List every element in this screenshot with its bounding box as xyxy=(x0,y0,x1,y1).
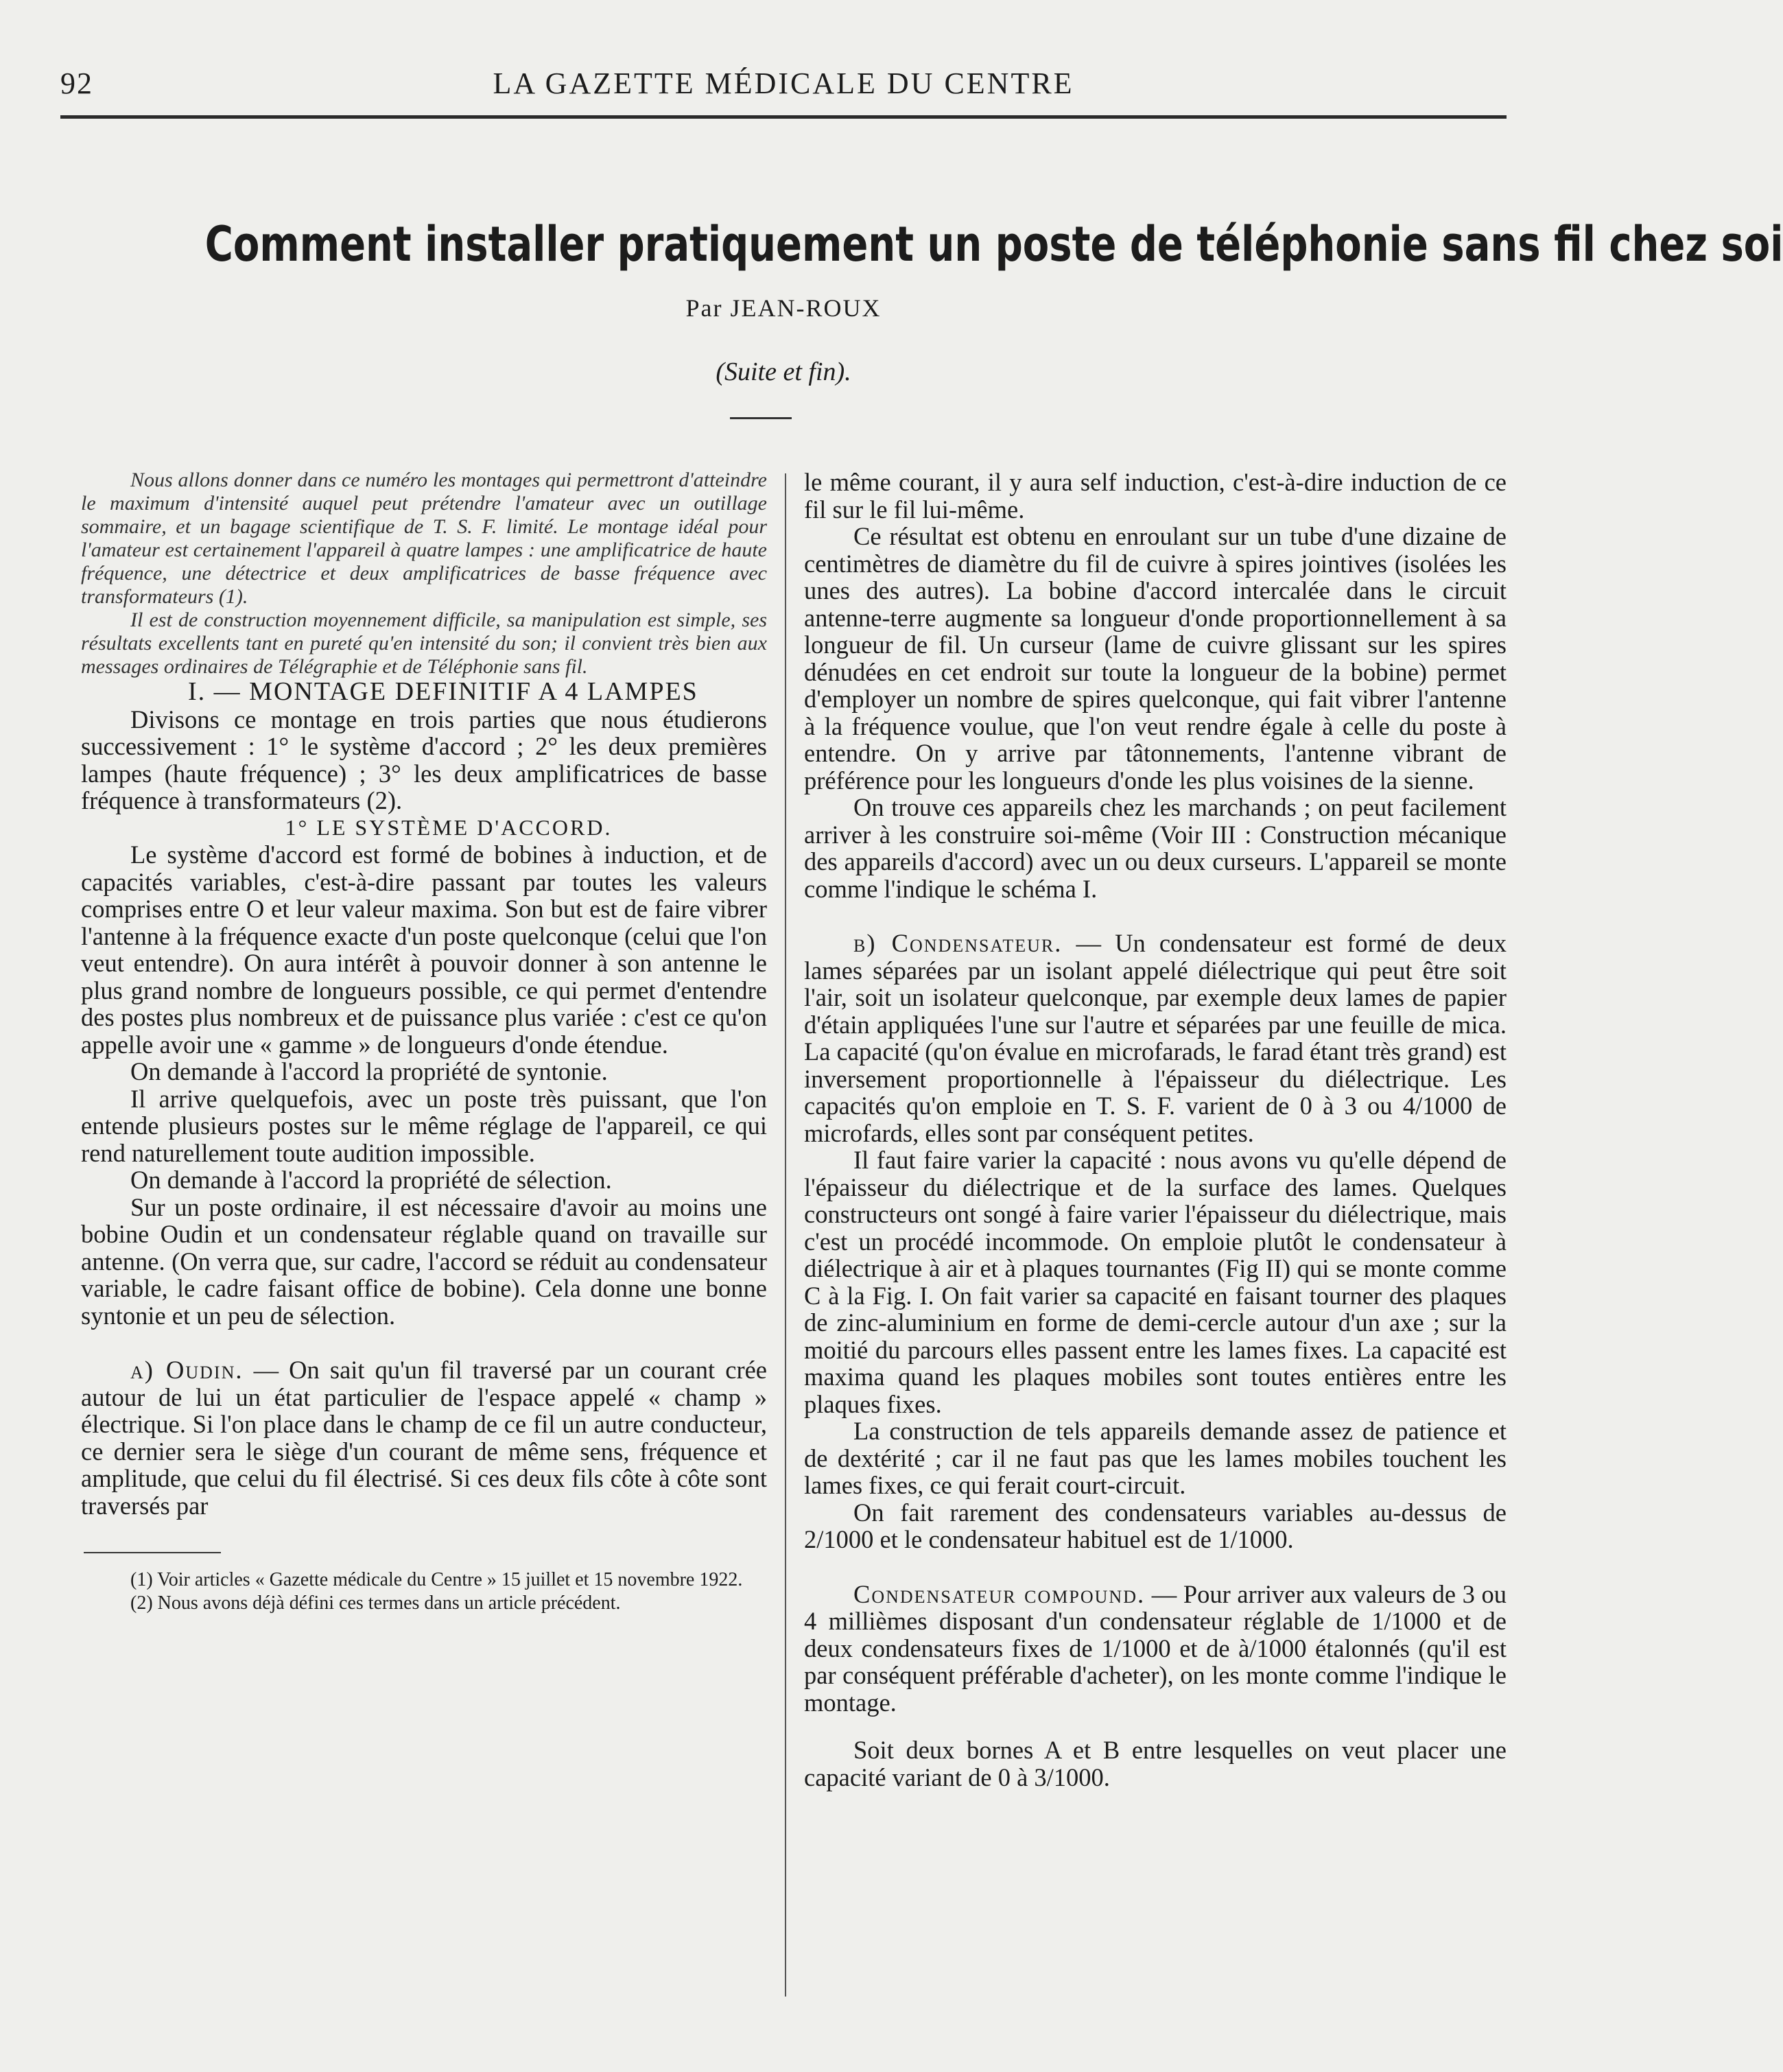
continuation-note: (Suite et fin). xyxy=(716,357,851,386)
body-paragraph: Il faut faire varier la capacité : nous avons vu qu'elle dépend de l'épaisseur du diélectrique et de la surface des lames. Quelques constructeurs ont songé à faire varier l'épaisseur du diélectrique, mais c'est un procédé incommode. On emploie plutôt le condensateur à diélectrique à air et à plaques tournantes (Fig II) qui se monte comme C à la Fig. I. On fait varier sa capacité en faisant tourner des plaques de zinc-aluminium en forme de demi-cercle autour d'un axe ; sur la moitié du parcours elles passent entre les lames fixes. La capacité est maxima quand les plaques mobiles sont toutes entières entre les plaques fixes. xyxy=(804,1146,1507,1418)
right-column xyxy=(804,469,1507,1791)
oudin-paragraph xyxy=(81,1356,767,1519)
journal-title: LA GAZETTE MÉDICALE DU CENTRE xyxy=(493,67,1074,100)
footnote: (2) Nous avons déjà défini ces termes dans un article précédent. xyxy=(130,1592,621,1614)
intro-paragraph: Nous allons donner dans ce numéro les montages qui permettront d'atteindre le maximum d'intensité auquel peut prétendre l'amateur avec un outillage sommaire, et un bagage scientifique de T. S. F. limité. Le montage idéal pour l'amateur est certainement l'appareil à quatre lampes : une amplificatrice de haute fréquence, une détectrice et deux amplificatrices de basse fréquence avec transformateurs (1). xyxy=(81,469,767,608)
header-rule xyxy=(60,115,1507,119)
running-head xyxy=(60,60,1507,102)
oudin-text: — On sait qu'un fil traversé par un courant crée autour de lui un état particulier de l'espace appelé « champ » électrique. Si l'on place dans le champ de ce fil un autre conducteur, ce dernier sera le siège d'un courant de même sens, fréquence et amplitude, que celui du fil électrisé. Si ces deux fils côte à côte sont traversés par xyxy=(81,1356,768,1520)
condensateur-label: b) Condensateur. xyxy=(853,929,1063,957)
subsection-heading: 1° LE SYSTÈME D'ACCORD. xyxy=(285,814,613,840)
footnotes xyxy=(81,1552,767,1615)
body-paragraph: On trouve ces appareils chez les marchands ; on peut facilement arriver à les construire soi-même (Voir III : Construction mécanique des appareils d'accord) avec un ou deux curseurs. L'appareil se monte comme l'indique le schéma I. xyxy=(804,793,1507,903)
intro-paragraph: Il est de construction moyennement difficile, sa manipulation est simple, ses résultats excellents tant en pureté qu'en intensité du son; il convient très bien aux messages ordinaires de Télégraphie et de Téléphonie sans fil. xyxy=(81,609,767,678)
column-divider xyxy=(785,473,786,1997)
body-paragraph: La construction de tels appareils demande assez de patience et de dextérité ; car il ne faut pas que les lames mobiles touchent les lames fixes, ce qui ferait court-circuit. xyxy=(804,1417,1507,1499)
compound-paragraph xyxy=(804,1581,1507,1717)
oudin-label: a) Oudin. xyxy=(130,1356,244,1384)
body-paragraph: Le système d'accord est formé de bobines à induction, et de capacités variables, c'est-à-dire passant par toutes les valeurs comprises entre O et leur valeur maxima. Son but est de faire vibrer l'antenne à la fréquence exacte d'un poste quelconque (celui que l'on veut entendre). On aura intérêt à pouvoir donner à son antenne le plus grand nombre de longueurs possible, ce qui permet d'entendre des postes plus nombreux et de puissance plus variée : c'est ce qu'on appelle avoir une « gamme » de longueurs d'onde étendue. xyxy=(81,840,767,1059)
article-byline: Par JEAN-ROUX xyxy=(685,294,882,322)
body-paragraph: le même courant, il y aura self induction, c'est-à-dire induction de ce fil sur le fil lui-même. xyxy=(804,468,1507,523)
article-title: Comment installer pratiquement un poste de téléphonie sans fil chez soi xyxy=(204,216,1783,272)
condensateur-text: — Un condensateur est formé de deux lames séparées par un isolant appelé diélectrique qui peut être soit l'air, soit un isolateur quelconque, par exemple deux lames de papier d'étain appliquées l'une sur l'autre et séparées par une feuille de mica. La capacité (qu'on évalue en microfarads, le farad étant très grand) est inversement proportionnelle à l'épaisseur du diélectrique. Les capacités qu'on emploie en T. S. F. varient de 0 à 3 ou 4/1000 de microfards, elles sont par conséquent petites. xyxy=(804,929,1507,1147)
section-heading: I. — MONTAGE DEFINITIF A 4 LAMPES xyxy=(188,677,698,706)
compound-text: — Pour arriver aux valeurs de 3 ou 4 millièmes disposant d'un condensateur réglable de 1/1000 et de deux condensateurs fixes de 1/1000 et de à/1000 étalonnés (qu'il est par conséquent préférable d'acheter), on les monte comme l'indique le montage. xyxy=(804,1579,1507,1717)
closing-paragraph: Soit deux bornes A et B entre lesquelles on veut placer une capacité variant de 0 à 3/1000. xyxy=(804,1736,1507,1791)
body-paragraph: On fait rarement des condensateurs variables au-dessus de 2/1000 et le condensateur habituel est de 1/1000. xyxy=(804,1498,1507,1553)
body-paragraph: On demande à l'accord la propriété de syntonie. xyxy=(130,1057,608,1085)
footnote-rule xyxy=(84,1552,221,1553)
footnote: (1) Voir articles « Gazette médicale du Centre » 15 juillet et 15 novembre 1922. xyxy=(130,1569,743,1590)
body-paragraph: On demande à l'accord la propriété de sélection. xyxy=(130,1166,612,1194)
left-column xyxy=(81,469,767,1615)
page-number: 92 xyxy=(60,67,93,100)
body-paragraph: Ce résultat est obtenu en enroulant sur un tube d'une dizaine de centimètres de diamètre du fil de cuivre à spires jointives (isolées les unes des autres). La bobine d'accord intercalée dans le circuit antenne-terre augmente sa longueur d'onde proportionnellement à sa longueur de fil. Un curseur (lame de cuivre glissant sur les spires dénudées en cet endroit sur toute la longueur de la bobine) permet d'employer un nombre de spires quelconque, qui fait vibrer l'antenne à la fréquence voulue, que l'on veut rendre égale à celle du poste à entendre. On y arrive par tâtonnements, l'antenne vibrant de préférence pour les longueurs d'onde les plus voisines de la sienne. xyxy=(804,522,1507,794)
body-paragraph: Il arrive quelquefois, avec un poste très puissant, que l'on entende plusieurs postes sur le même réglage de l'appareil, ce qui rend naturellement toute audition impossible. xyxy=(81,1084,767,1167)
condensateur-paragraph xyxy=(804,930,1507,1146)
title-rule xyxy=(730,417,792,419)
body-paragraph: Sur un poste ordinaire, il est nécessaire d'avoir au moins une bobine Oudin et un condensateur réglable quand on travaille sur antenne. (On verra que, sur cadre, l'accord se réduit au condensateur variable, le cadre faisant office de bobine). Cela donne une bonne syntonie et un peu de sélection. xyxy=(81,1192,767,1330)
compound-label: Condensateur compound. xyxy=(853,1579,1146,1608)
body-paragraph: Divisons ce montage en trois parties que nous étudierons successivement : 1° le système d'accord ; 2° les deux premières lampes (haute fréquence) ; 3° les deux amplificatrices de basse fréquence à transformateurs (2). xyxy=(81,705,767,814)
